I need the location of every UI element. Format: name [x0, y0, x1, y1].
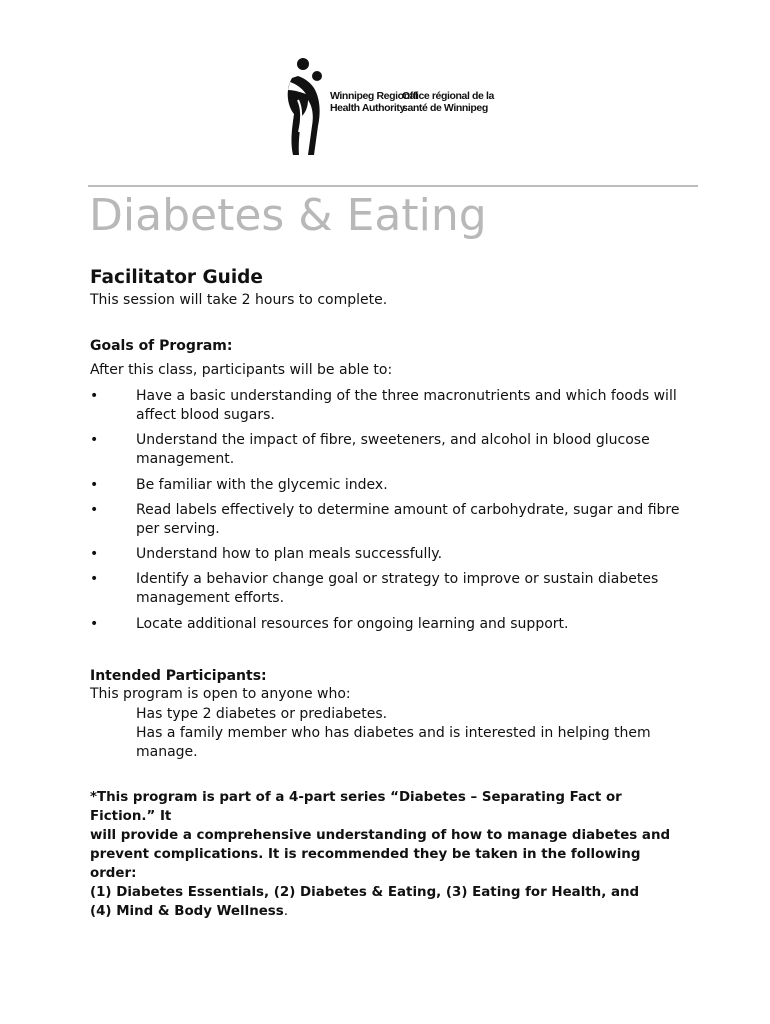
series-note-line: *This program is part of a 4-part series “Diabetes – Separating Fact or Fiction.” It: [90, 790, 622, 824]
participant-item: Has type 2 diabetes or prediabetes.: [136, 706, 388, 722]
goal-text: Read labels effectively to determine amount of carbohydrate, sugar and fibre per serving.: [136, 502, 680, 537]
participants-heading: Intended Participants:: [90, 668, 267, 684]
wrha-figure-logo-icon: [284, 56, 328, 156]
logo-text-line: Health Authority: [330, 102, 405, 114]
document-title: Diabetes & Eating: [89, 190, 487, 241]
series-note-line: will provide a comprehensive understanding of how to manage diabetes and: [90, 828, 671, 843]
participant-item: Has a family member who has diabetes and is interested in helping them: [136, 725, 651, 741]
goal-text: Be familiar with the glycemic index.: [136, 477, 388, 493]
logo-org-french: [402, 90, 494, 114]
logo-text-line: Office régional de la: [402, 90, 494, 102]
participants-intro: This program is open to anyone who:: [90, 686, 351, 702]
logo-text-line: santé de Winnipeg: [402, 102, 488, 114]
bullet: •: [90, 546, 99, 562]
document-subtitle: Facilitator Guide: [90, 267, 263, 288]
bullet: •: [90, 616, 99, 632]
bullet: •: [90, 477, 99, 493]
goal-text: Locate additional resources for ongoing learning and support.: [136, 616, 569, 632]
goal-text: Understand the impact of fibre, sweeteners, and alcohol in blood glucose management.: [136, 432, 650, 467]
goal-text: Have a basic understanding of the three macronutrients and which foods will affect blood sugars.: [136, 388, 677, 423]
series-note-period: .: [283, 904, 289, 919]
series-note-line: prevent complications. It is recommended they be taken in the following order:: [90, 847, 641, 881]
wrha-logo: [284, 56, 494, 158]
bullet: •: [90, 502, 99, 518]
bullet: •: [90, 571, 99, 587]
series-note-text: (4) Mind & Body Wellness: [90, 904, 284, 919]
session-duration: This session will take 2 hours to complete.: [90, 292, 388, 308]
series-note: [90, 788, 690, 921]
participant-item-continued: manage.: [136, 744, 198, 760]
logo-text-line: Winnipeg Regional: [330, 90, 418, 102]
goal-text: Identify a behavior change goal or strategy to improve or sustain diabetes management efforts.: [136, 571, 659, 606]
goals-heading: Goals of Program:: [90, 338, 233, 354]
header-divider: [88, 185, 698, 187]
bullet: •: [90, 432, 99, 448]
bullet: •: [90, 388, 99, 404]
series-note-line-last: [90, 902, 690, 921]
goal-text: Understand how to plan meals successfully.: [136, 546, 443, 562]
series-note-line: (1) Diabetes Essentials, (2) Diabetes & Eating, (3) Eating for Health, and: [90, 885, 640, 900]
goals-intro: After this class, participants will be able to:: [90, 362, 393, 378]
